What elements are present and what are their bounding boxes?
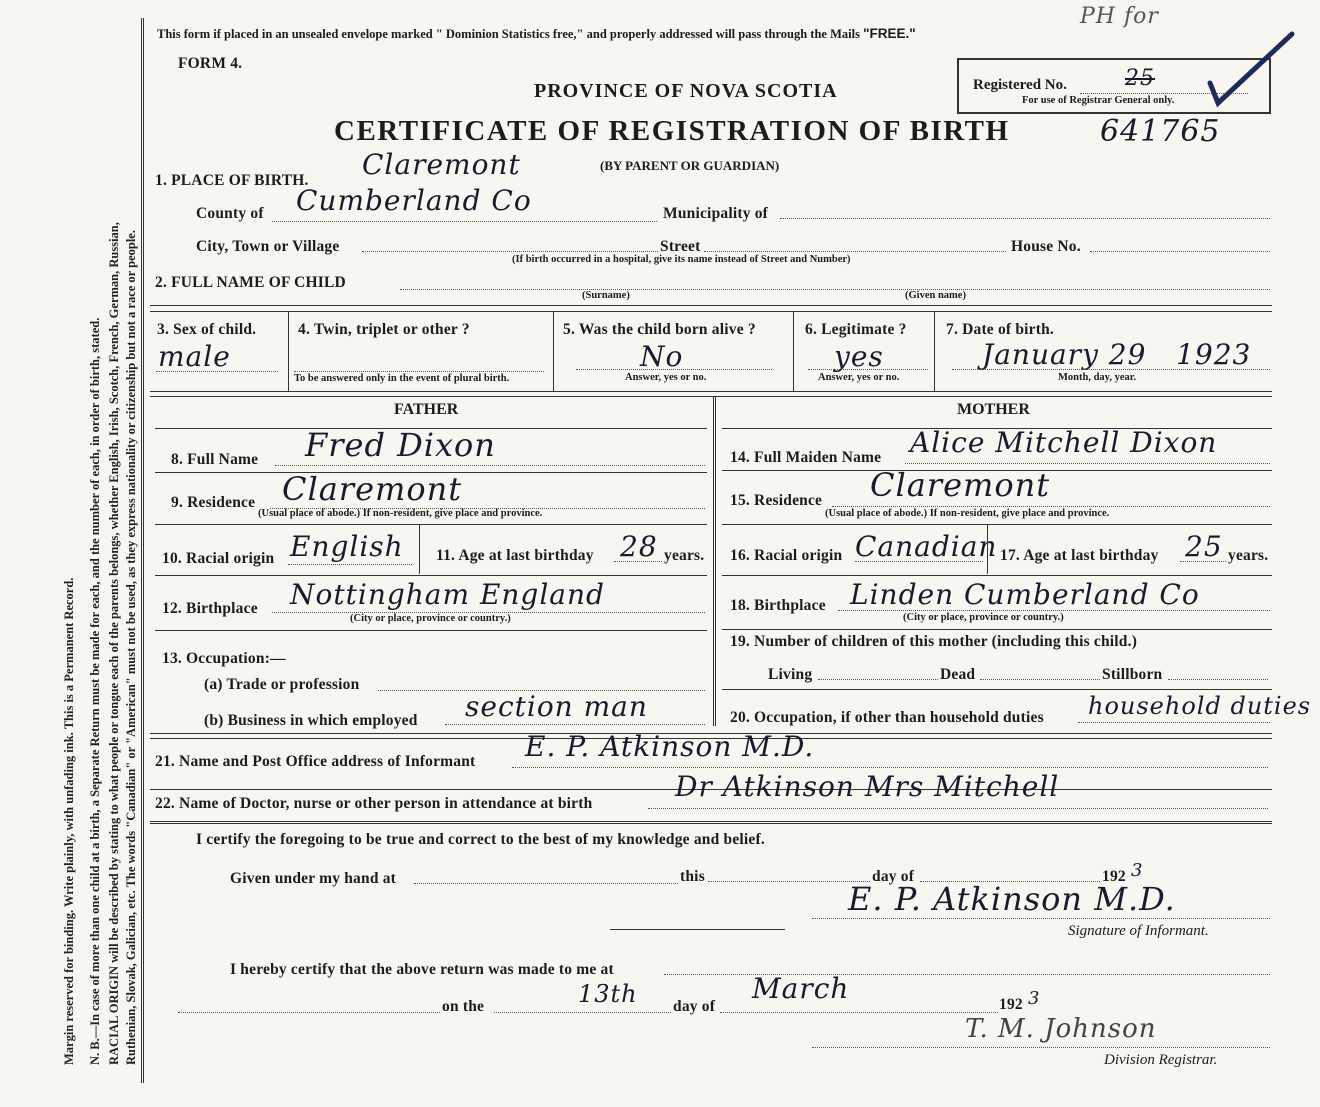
mother-residence-note: (Usual place of abode.) If non-resident, give place and province. bbox=[825, 508, 1110, 519]
mother-residence-line bbox=[832, 506, 1270, 507]
this-line bbox=[708, 881, 870, 882]
father-age-value: 28 bbox=[620, 530, 658, 563]
doctor-label: 22. Name of Doctor, nurse or other person in attendance at birth bbox=[155, 795, 593, 812]
place-of-birth-label: 1. PLACE OF BIRTH. bbox=[155, 172, 309, 189]
dead-line bbox=[980, 679, 1100, 680]
registrar-title: Division Registrar. bbox=[1104, 1052, 1218, 1068]
rule bbox=[722, 524, 1272, 525]
given-name-note: (Given name) bbox=[905, 290, 966, 301]
mother-name-line bbox=[905, 463, 1270, 464]
mother-occupation-line bbox=[1078, 722, 1270, 723]
seal-line bbox=[610, 929, 785, 930]
mother-age-label: 17. Age at last birthday bbox=[1000, 547, 1159, 564]
born-alive-note: Answer, yes or no. bbox=[625, 372, 707, 383]
racial-origin-note-cont: Ruthenian, Slovak, Galician, etc. The words "Canadian" or "American" must not be used, as they express nationality or citizenship but not a race or people. bbox=[124, 230, 138, 1065]
divider bbox=[419, 524, 420, 574]
living-label: Living bbox=[768, 666, 813, 683]
father-birthplace-note: (City or place, province or country.) bbox=[350, 613, 511, 624]
rule bbox=[155, 524, 707, 525]
divider bbox=[553, 311, 554, 391]
on-the-label: on the bbox=[442, 998, 485, 1015]
registrar-year-prefix: 192 bbox=[999, 996, 1023, 1013]
dob-line bbox=[952, 369, 1270, 370]
child-name-label: 2. FULL NAME OF CHILD bbox=[155, 274, 346, 291]
signature-label: Signature of Informant. bbox=[1068, 923, 1209, 939]
divider bbox=[934, 311, 935, 391]
this-label: this bbox=[680, 868, 705, 885]
surname-note: (Surname) bbox=[582, 290, 630, 301]
stillborn-line bbox=[1168, 679, 1268, 680]
rule bbox=[150, 821, 1272, 824]
registrar-note: For use of Registrar General only. bbox=[1022, 95, 1175, 106]
city-label: City, Town or Village bbox=[196, 238, 340, 255]
sex-value: male bbox=[158, 340, 231, 373]
mother-residence-value: Claremont bbox=[870, 466, 1051, 504]
father-name-label: 8. Full Name bbox=[171, 451, 259, 468]
mother-name-value: Alice Mitchell Dixon bbox=[910, 426, 1218, 459]
trade-label: (a) Trade or profession bbox=[204, 676, 360, 693]
county-line bbox=[272, 221, 657, 222]
legitimate-value: yes bbox=[834, 340, 884, 373]
mother-birthplace-label: 18. Birthplace bbox=[730, 597, 826, 614]
dead-label: Dead bbox=[940, 666, 976, 683]
living-line bbox=[818, 679, 938, 680]
sex-line bbox=[156, 371, 278, 372]
mother-occupation-label: 20. Occupation, if other than household duties bbox=[730, 709, 1044, 726]
doctor-line bbox=[648, 808, 1268, 809]
mother-years-label: years. bbox=[1228, 547, 1269, 564]
given-label: Given under my hand at bbox=[230, 870, 397, 887]
rule bbox=[150, 391, 1272, 392]
multiple-birth-note: N. B.—In case of more than one child at a birth, a Separate Return must be made for each, and the number of each, in order of birth, stated. bbox=[88, 317, 102, 1065]
province-heading: PROVINCE OF NOVA SCOTIA bbox=[534, 80, 838, 102]
year-suffix: 3 bbox=[1131, 860, 1144, 881]
dob-label: 7. Date of birth. bbox=[946, 321, 1055, 338]
registrar-day-value: 13th bbox=[578, 980, 638, 1008]
born-alive-label: 5. Was the child born alive ? bbox=[563, 321, 756, 338]
mother-birthplace-note: (City or place, province or country.) bbox=[903, 612, 1064, 623]
sex-label: 3. Sex of child. bbox=[157, 321, 257, 338]
municipality-line bbox=[780, 218, 1270, 219]
registrar-day-of-label: day of bbox=[673, 998, 716, 1015]
certificate-title: CERTIFICATE OF REGISTRATION OF BIRTH bbox=[334, 115, 1010, 147]
form-number: FORM 4. bbox=[178, 55, 243, 72]
mother-birthplace-value: Linden Cumberland Co bbox=[850, 578, 1200, 611]
father-racial-value: English bbox=[290, 530, 404, 563]
divider bbox=[288, 311, 289, 391]
divider bbox=[987, 524, 988, 574]
registrar-month-value: March bbox=[752, 972, 850, 1005]
corner-annotation: PH for bbox=[1080, 4, 1159, 29]
father-residence-value: Claremont bbox=[282, 470, 463, 508]
children-count-label: 19. Number of children of this mother (including this child.) bbox=[730, 633, 1138, 650]
rule bbox=[722, 629, 1272, 630]
house-no-line bbox=[1090, 251, 1270, 252]
rule bbox=[150, 305, 1272, 306]
dob-note: Month, day, year. bbox=[1058, 372, 1137, 383]
registrar-pre-line bbox=[178, 1012, 440, 1013]
father-birthplace-label: 12. Birthplace bbox=[162, 600, 258, 617]
child-name-line bbox=[400, 289, 1270, 290]
informant-value: E. P. Atkinson M.D. bbox=[525, 730, 815, 763]
county-value: Cumberland Co bbox=[296, 184, 532, 217]
street-label: Street bbox=[660, 238, 701, 255]
father-name-value: Fred Dixon bbox=[305, 426, 496, 464]
municipality-label: Municipality of bbox=[663, 205, 769, 222]
registered-value: 25 bbox=[1125, 66, 1155, 91]
twin-note: To be answered only in the event of plural birth. bbox=[294, 373, 510, 384]
born-alive-value: No bbox=[640, 340, 684, 373]
rule bbox=[155, 630, 707, 631]
margin-rule bbox=[141, 18, 144, 1083]
registrar-statement: I hereby certify that the above return was made to me at bbox=[230, 961, 614, 978]
informant-signature-line bbox=[812, 918, 1270, 919]
occupation-label: 13. Occupation:— bbox=[162, 650, 286, 667]
business-line bbox=[445, 724, 705, 725]
registered-label: Registered No. bbox=[973, 77, 1067, 93]
father-racial-label: 10. Racial origin bbox=[162, 550, 275, 567]
mother-heading: MOTHER bbox=[957, 401, 1030, 418]
doctor-value: Dr Atkinson Mrs Mitchell bbox=[675, 770, 1060, 803]
father-racial-line bbox=[288, 564, 412, 565]
registrar-signature: T. M. Johnson bbox=[965, 1014, 1157, 1044]
racial-origin-note: RACIAL ORIGIN will be described by stating to what people or tongue each of the parents belongs, whether English, Irish, Scotch, French, German, Russian, bbox=[107, 222, 121, 1065]
father-birthplace-value: Nottingham England bbox=[290, 578, 605, 611]
twin-line bbox=[294, 371, 544, 372]
house-no-label: House No. bbox=[1011, 238, 1081, 255]
certify-statement: I certify the foregoing to be true and correct to the best of my knowledge and belief. bbox=[196, 831, 765, 848]
day-of-label: day of bbox=[872, 868, 915, 885]
rule bbox=[722, 689, 1272, 690]
legitimate-label: 6. Legitimate ? bbox=[805, 321, 907, 338]
legitimate-line bbox=[808, 369, 928, 370]
county-label: County of bbox=[196, 205, 264, 222]
informant-label: 21. Name and Post Office address of Informant bbox=[155, 753, 476, 770]
legitimate-note: Answer, yes or no. bbox=[818, 372, 900, 383]
mother-age-value: 25 bbox=[1185, 530, 1223, 563]
mother-name-label: 14. Full Maiden Name bbox=[730, 449, 882, 466]
mother-residence-label: 15. Residence bbox=[730, 492, 823, 509]
place-of-birth-value: Claremont bbox=[362, 148, 521, 181]
binding-margin bbox=[0, 0, 140, 1107]
registrar-signature-line bbox=[812, 1047, 1270, 1048]
year-prefix: 192 bbox=[1102, 868, 1126, 885]
given-line bbox=[414, 883, 678, 884]
rule bbox=[155, 575, 707, 576]
street-line bbox=[704, 251, 1006, 252]
mother-racial-label: 16. Racial origin bbox=[730, 547, 843, 564]
twin-label: 4. Twin, triplet or other ? bbox=[298, 321, 470, 338]
postal-note: This form if placed in an unsealed envelope marked " Dominion Statistics free," and properly addressed will pass through the Mails "FREE." bbox=[157, 26, 916, 41]
rule bbox=[722, 575, 1272, 576]
father-residence-label: 9. Residence bbox=[171, 494, 256, 511]
father-name-line bbox=[275, 465, 705, 466]
informant-line bbox=[512, 767, 1268, 768]
city-line bbox=[362, 251, 658, 252]
father-heading: FATHER bbox=[394, 401, 459, 418]
rule bbox=[150, 396, 1272, 397]
father-age-label: 11. Age at last birthday bbox=[436, 547, 594, 564]
dob-value: January 29 1923 bbox=[982, 338, 1252, 371]
divider bbox=[713, 396, 716, 726]
born-alive-line bbox=[576, 369, 772, 370]
father-residence-note: (Usual place of abode.) If non-resident, give place and province. bbox=[258, 508, 543, 519]
rule bbox=[150, 311, 1272, 312]
hospital-note: (If birth occurred in a hospital, give its name instead of Street and Number) bbox=[512, 254, 851, 265]
mother-racial-value: Canadian bbox=[855, 530, 998, 563]
registrar-month-line bbox=[720, 1012, 998, 1013]
registrar-day-line bbox=[494, 1012, 671, 1013]
subtitle: (BY PARENT OR GUARDIAN) bbox=[600, 158, 780, 173]
stillborn-label: Stillborn bbox=[1102, 666, 1163, 683]
divider bbox=[793, 311, 794, 391]
mother-occupation-value: household duties bbox=[1088, 692, 1312, 720]
father-years-label: years. bbox=[664, 547, 705, 564]
margin-instruction: Margin reserved for binding. Write plainly, with unfading ink. This is a Permanent Record. bbox=[62, 577, 76, 1065]
certificate-number: 641765 bbox=[1100, 114, 1221, 149]
registrar-year-suffix: 3 bbox=[1028, 988, 1041, 1009]
business-value: section man bbox=[465, 690, 648, 723]
informant-signature: E. P. Atkinson M.D. bbox=[848, 880, 1176, 918]
business-label: (b) Business in which employed bbox=[204, 712, 418, 729]
checkmark-icon bbox=[1200, 28, 1300, 108]
